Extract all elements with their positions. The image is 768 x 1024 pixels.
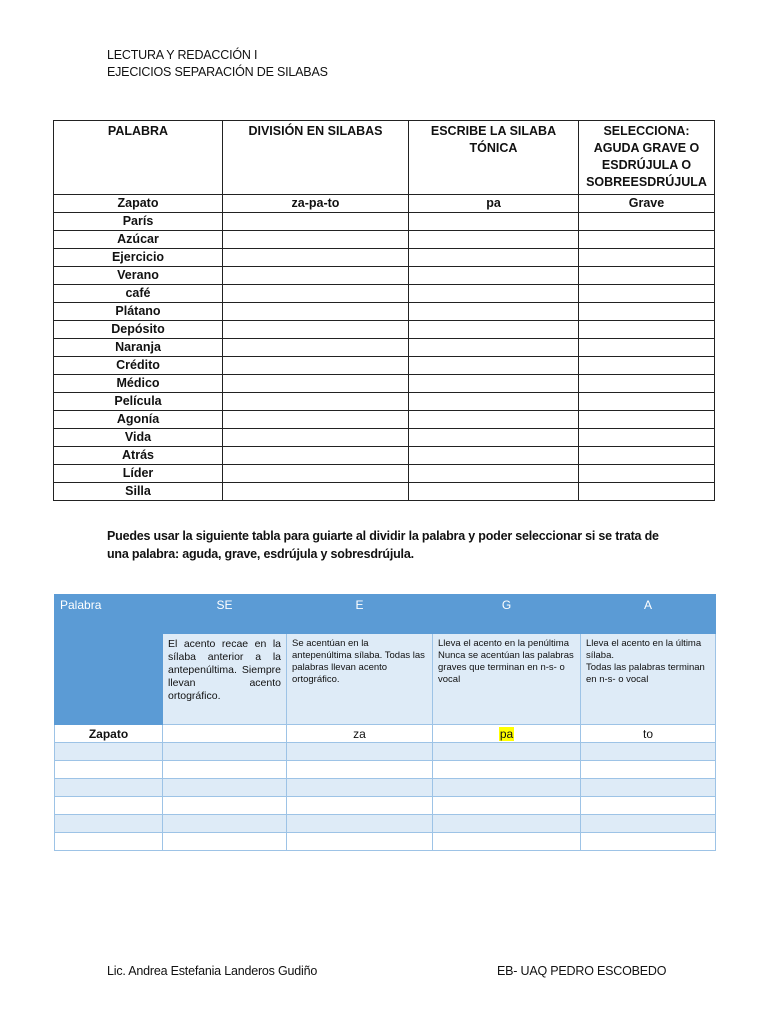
desc-grave: Lleva el acento en la penúltima Nunca se acentúan las palabras graves que terminan en n-s- o vocal <box>433 634 581 725</box>
tonic-cell[interactable]: pa <box>409 195 579 213</box>
division-cell[interactable] <box>223 231 409 249</box>
tonic-cell[interactable] <box>409 375 579 393</box>
word-cell: Depósito <box>54 321 223 339</box>
table-row <box>54 249 715 267</box>
tonic-cell[interactable] <box>409 303 579 321</box>
tonic-cell[interactable] <box>409 447 579 465</box>
tonic-cell[interactable] <box>409 339 579 357</box>
division-cell[interactable] <box>223 249 409 267</box>
tonic-cell[interactable] <box>409 267 579 285</box>
type-cell[interactable] <box>579 267 715 285</box>
table-row <box>55 779 716 797</box>
desc-sobresdrujula: El acento recae en la sílaba anterior a la antepenúltima. Siempre llevan acento ortográfico. <box>163 634 287 725</box>
word-cell: Zapato <box>54 195 223 213</box>
division-cell[interactable] <box>223 483 409 501</box>
table-row <box>54 357 715 375</box>
footer-author: Lic. Andrea Estefania Landeros Gudiño <box>107 964 318 978</box>
division-cell[interactable] <box>223 267 409 285</box>
word-cell: Atrás <box>54 447 223 465</box>
type-cell[interactable] <box>579 411 715 429</box>
desc-aguda: Lleva el acento en la última sílaba. Todas las palabras terminan en n-s- o vocal <box>581 634 716 725</box>
type-cell[interactable] <box>579 231 715 249</box>
tonic-cell[interactable] <box>409 429 579 447</box>
table-row <box>54 303 715 321</box>
table-row <box>54 447 715 465</box>
word-cell: Plátano <box>54 303 223 321</box>
table-row <box>55 815 716 833</box>
type-cell[interactable]: Grave <box>579 195 715 213</box>
table-row <box>54 411 715 429</box>
tonic-cell[interactable] <box>409 285 579 303</box>
division-cell[interactable] <box>223 303 409 321</box>
word-cell: Agonía <box>54 411 223 429</box>
type-cell[interactable] <box>579 339 715 357</box>
division-cell[interactable] <box>223 321 409 339</box>
guide-header-palabra: Palabra <box>55 595 163 634</box>
guide-header-e: E <box>287 595 433 634</box>
guide-description-row <box>55 634 716 725</box>
tonic-cell[interactable] <box>409 321 579 339</box>
guide-header-row <box>55 595 716 634</box>
guide-header-se: SE <box>163 595 287 634</box>
table-row <box>54 393 715 411</box>
table-row <box>55 833 716 851</box>
tonic-cell[interactable] <box>409 483 579 501</box>
word-cell: Médico <box>54 375 223 393</box>
type-cell[interactable] <box>579 321 715 339</box>
division-cell[interactable] <box>223 447 409 465</box>
type-cell[interactable] <box>579 285 715 303</box>
guide-header-g: G <box>433 595 581 634</box>
word-cell: Silla <box>54 483 223 501</box>
type-cell[interactable] <box>579 429 715 447</box>
word-cell: Vida <box>54 429 223 447</box>
word-cell: Verano <box>54 267 223 285</box>
table-row <box>54 321 715 339</box>
highlighted-syllable: pa <box>499 726 514 741</box>
instructions-text: Puedes usar la siguiente tabla para guiarte al dividir la palabra y poder seleccionar si se trata de una palabra: aguda, grave, esdrújula y sobresdrújula. <box>107 529 659 561</box>
accent-guide-table <box>54 594 716 851</box>
division-cell[interactable] <box>223 375 409 393</box>
type-cell[interactable] <box>579 213 715 231</box>
word-cell: Crédito <box>54 357 223 375</box>
type-cell[interactable] <box>579 303 715 321</box>
table-row <box>55 743 716 761</box>
tonic-cell[interactable] <box>409 357 579 375</box>
table-row <box>55 761 716 779</box>
division-cell[interactable] <box>223 393 409 411</box>
division-cell[interactable]: za-pa-to <box>223 195 409 213</box>
tonic-cell[interactable] <box>409 411 579 429</box>
type-cell[interactable] <box>579 249 715 267</box>
guide-header-a: A <box>581 595 716 634</box>
guide-a-cell[interactable]: to <box>581 725 716 743</box>
table-row <box>55 797 716 815</box>
tonic-cell[interactable] <box>409 231 579 249</box>
word-cell: París <box>54 213 223 231</box>
col-header-palabra: PALABRA <box>54 121 223 195</box>
tonic-cell[interactable] <box>409 393 579 411</box>
desc-esdrujula: Se acentúan en la antepenúltima sílaba. Todas las palabras llevan acento ortográfico. <box>287 634 433 725</box>
division-cell[interactable] <box>223 411 409 429</box>
table-row <box>54 267 715 285</box>
division-cell[interactable] <box>223 465 409 483</box>
type-cell[interactable] <box>579 465 715 483</box>
division-cell[interactable] <box>223 429 409 447</box>
guide-blank-cell <box>55 634 163 725</box>
type-cell[interactable] <box>579 393 715 411</box>
col-header-selecciona: SELECCIONA: AGUDA GRAVE O ESDRÚJULA O SOBREESDRÚJULA <box>579 121 715 195</box>
table-row <box>54 339 715 357</box>
exercise-title: EJECICIOS SEPARACIÓN DE SILABAS <box>107 65 328 79</box>
table-row-example <box>54 195 715 213</box>
col-header-tonica: ESCRIBE LA SILABA TÓNICA <box>409 121 579 195</box>
guide-g-cell[interactable] <box>433 725 581 743</box>
word-cell: Naranja <box>54 339 223 357</box>
word-cell: Película <box>54 393 223 411</box>
course-title: LECTURA Y REDACCIÓN I <box>107 48 258 62</box>
type-cell[interactable] <box>579 357 715 375</box>
guide-se-cell[interactable] <box>163 725 287 743</box>
table-row <box>54 465 715 483</box>
syllable-exercise-table <box>53 120 715 501</box>
word-cell: Líder <box>54 465 223 483</box>
table-row <box>54 429 715 447</box>
table-row <box>54 285 715 303</box>
table-row <box>54 231 715 249</box>
word-cell: Ejercicio <box>54 249 223 267</box>
word-cell: café <box>54 285 223 303</box>
tonic-cell[interactable] <box>409 465 579 483</box>
footer-institution: EB- UAQ PEDRO ESCOBEDO <box>497 964 667 978</box>
division-cell[interactable] <box>223 213 409 231</box>
tonic-cell[interactable] <box>409 249 579 267</box>
type-cell[interactable] <box>579 375 715 393</box>
guide-e-cell[interactable]: za <box>287 725 433 743</box>
guide-word-cell: Zapato <box>55 725 163 743</box>
type-cell[interactable] <box>579 483 715 501</box>
word-cell: Azúcar <box>54 231 223 249</box>
col-header-division: DIVISIÓN EN SILABAS <box>223 121 409 195</box>
table-row <box>54 483 715 501</box>
table-header-row <box>54 121 715 195</box>
division-cell[interactable] <box>223 339 409 357</box>
table-row <box>54 213 715 231</box>
type-cell[interactable] <box>579 447 715 465</box>
division-cell[interactable] <box>223 285 409 303</box>
tonic-cell[interactable] <box>409 213 579 231</box>
division-cell[interactable] <box>223 357 409 375</box>
guide-example-row <box>55 725 716 743</box>
table-row <box>54 375 715 393</box>
